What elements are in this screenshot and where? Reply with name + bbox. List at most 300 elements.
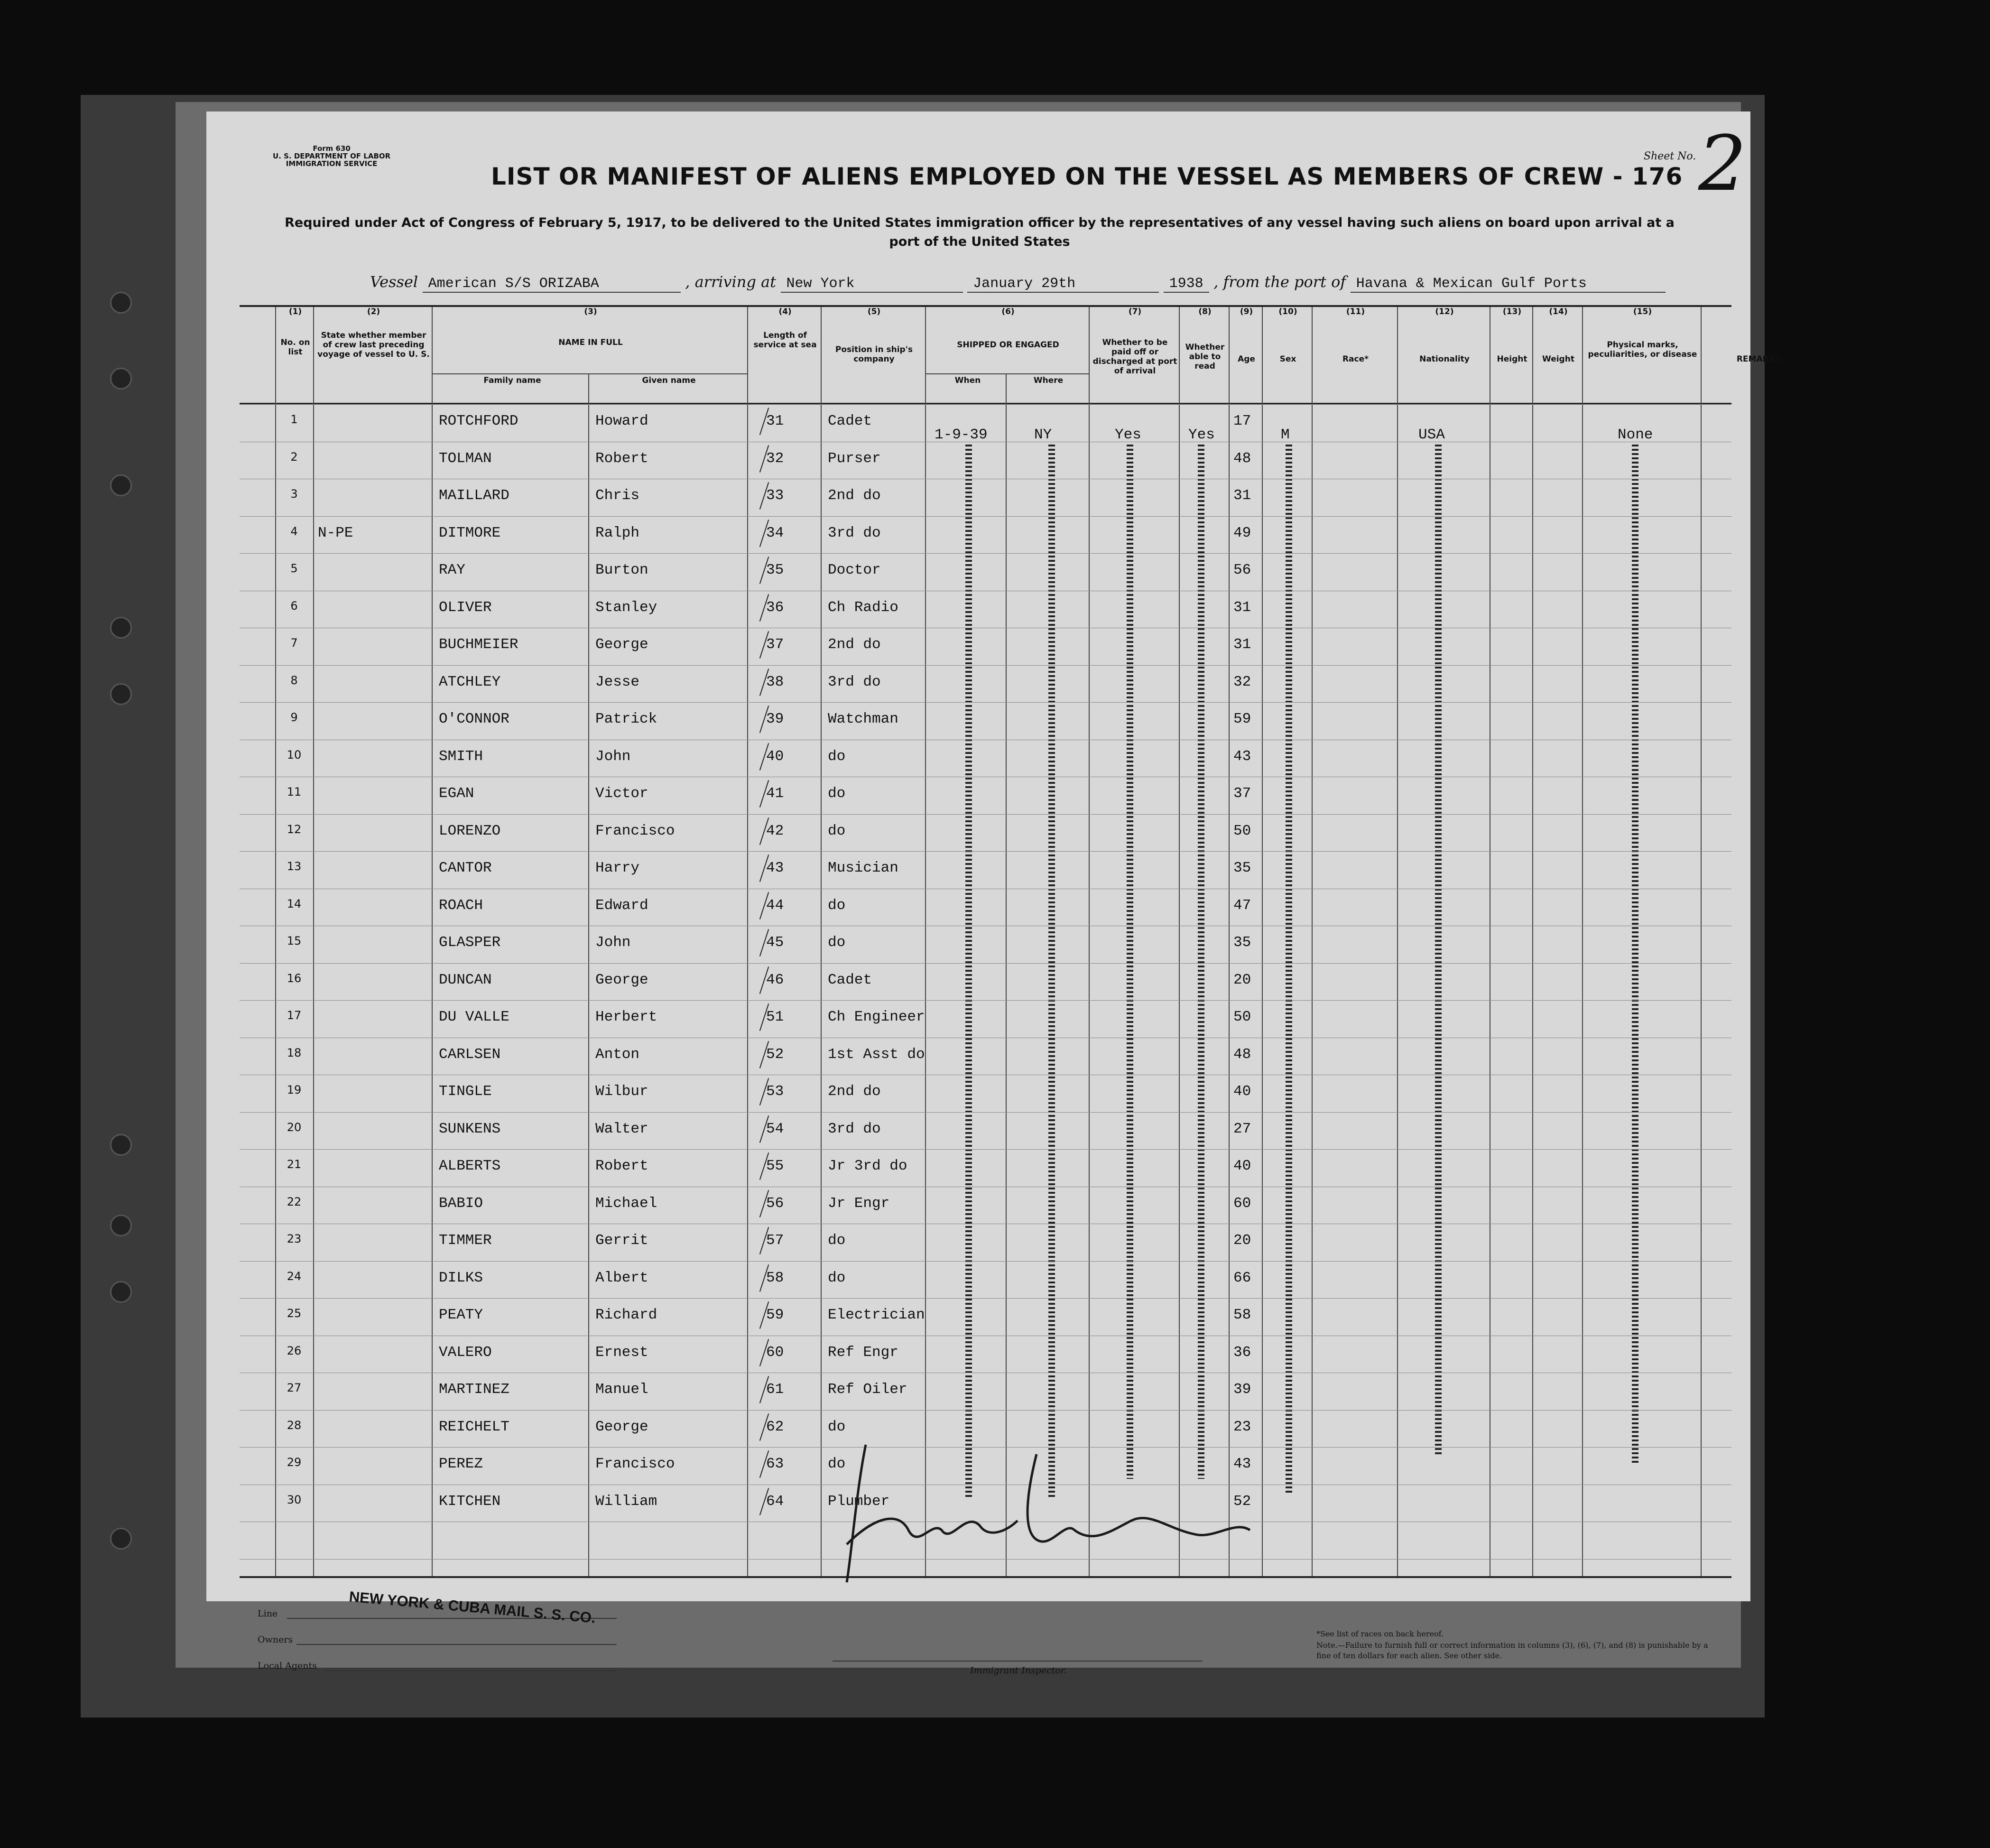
cell-given-name: Patrick (595, 711, 657, 727)
cell-length-service: 33 (766, 487, 784, 504)
cell-position: Ch Radio (828, 599, 898, 616)
row-rule (240, 1410, 1731, 1411)
cell-age: 35 (1233, 934, 1251, 951)
cell-row-number: 25 (287, 1307, 302, 1320)
column-rule (588, 373, 589, 1576)
cell-length-service: 64 (766, 1493, 784, 1510)
cell-length-service: 43 (766, 860, 784, 876)
from-port-label: , from the port of (1213, 273, 1346, 291)
cell-age: 27 (1233, 1120, 1251, 1137)
cell-row-number: 4 (290, 524, 298, 538)
header-weight: Weight (1542, 354, 1574, 364)
col-num-2: (2) (367, 307, 380, 316)
row-rule (240, 1298, 1731, 1299)
col-num-14: (14) (1549, 307, 1568, 316)
inspector-line (833, 1661, 1203, 1662)
form-department: U. S. DEPARTMENT OF LABOR (273, 152, 391, 160)
cell-given-name: George (595, 636, 648, 653)
binder-hole (110, 683, 132, 705)
cell-age: 50 (1233, 1009, 1251, 1025)
col-num-15: (15) (1633, 307, 1652, 316)
ditto-mark (1632, 445, 1638, 1465)
cell-position: do (828, 748, 846, 765)
page-title (491, 163, 1683, 190)
subheader-rule (925, 373, 1089, 374)
agents-label: Local Agents (258, 1661, 317, 1671)
cell-age: 20 (1233, 971, 1251, 988)
cell-age: 48 (1233, 450, 1251, 467)
cell-row-number: 28 (287, 1418, 302, 1432)
cell-family-name: GLASPER (439, 934, 501, 951)
cell-age: 36 (1233, 1344, 1251, 1361)
column-rule (1397, 307, 1398, 1576)
cell-family-name: REICHELT (439, 1418, 509, 1435)
col-num-1: (1) (288, 307, 302, 316)
row-rule (240, 1149, 1731, 1150)
cell-given-name: George (595, 1418, 648, 1435)
cell-position: Jr 3rd do (828, 1158, 907, 1174)
cell-given-name: Francisco (595, 822, 675, 839)
cell-position: Ref Oiler (828, 1381, 907, 1398)
title-number: - 176 (1612, 163, 1683, 190)
subtitle: Required under Act of Congress of February 5, 1917, to be delivered to the United States immigration officer by the representatives of any vessel having such aliens on board upon arrival at a port of the United States (285, 215, 1675, 249)
cell-length-service: 45 (766, 934, 784, 951)
cell-position: do (828, 897, 846, 914)
cell-state: N-PE (318, 524, 353, 541)
cell-given-name: Richard (595, 1307, 657, 1323)
cell-length-service: 37 (766, 636, 784, 653)
cell-age: 56 (1233, 562, 1251, 578)
column-rule (1229, 307, 1230, 1576)
cell-given-name: Anton (595, 1046, 640, 1063)
cell-given-name: Walter (595, 1120, 648, 1137)
cell-given-name: Stanley (595, 599, 657, 616)
header-physical: Physical marks, peculiarities, or disease (1588, 340, 1697, 359)
cell-row-number: 9 (290, 711, 298, 724)
cell-given-name: Francisco (595, 1456, 675, 1472)
col-num-5: (5) (867, 307, 881, 316)
cell-given-name: Howard (595, 413, 648, 429)
column-rule (313, 307, 314, 1576)
cell-family-name: CANTOR (439, 860, 492, 876)
cell-age: 35 (1233, 860, 1251, 876)
cell-length-service: 44 (766, 897, 784, 914)
cell-row-number: 21 (287, 1158, 302, 1171)
company-stamp: NEW YORK & CUBA MAIL S. S. CO. (348, 1588, 596, 1626)
col-num-12: (12) (1435, 307, 1454, 316)
column-rule (1312, 307, 1313, 1576)
cell-given-name: William (595, 1493, 657, 1510)
cell-given-name: Herbert (595, 1009, 657, 1025)
cell-position: 2nd do (828, 1083, 881, 1100)
cell-family-name: VALERO (439, 1344, 492, 1361)
cell-given-name: Michael (595, 1195, 657, 1212)
cell-age: 60 (1233, 1195, 1251, 1212)
ditto-mark (1048, 445, 1055, 1498)
cell-length-service: 54 (766, 1120, 784, 1137)
cell-given-name: John (595, 748, 631, 765)
col-num-8: (8) (1198, 307, 1212, 316)
sheet-number: 2 (1698, 119, 1747, 208)
cell-able-read: Yes (1188, 427, 1215, 443)
agents-field (325, 1670, 617, 1671)
binder-hole (110, 1215, 132, 1236)
year-value: 1938 (1164, 276, 1209, 293)
cell-position: do (828, 822, 846, 839)
header-nationality: Nationality (1419, 354, 1470, 364)
header-name-in-full: NAME IN FULL (558, 338, 623, 347)
cell-family-name: TOLMAN (439, 450, 492, 467)
cell-family-name: SMITH (439, 748, 483, 765)
cell-family-name: ROACH (439, 897, 483, 914)
row-rule (240, 1112, 1731, 1113)
cell-position: Jr Engr (828, 1195, 890, 1212)
cell-age: 37 (1233, 785, 1251, 802)
cell-family-name: PEATY (439, 1307, 483, 1323)
cell-row-number: 30 (287, 1493, 302, 1506)
ditto-mark (1127, 445, 1133, 1479)
row-rule (240, 1000, 1731, 1001)
cell-position: do (828, 1418, 846, 1435)
header-remarks: REMARKS (1736, 354, 1781, 364)
cell-given-name: George (595, 971, 648, 988)
column-rule (925, 307, 926, 1576)
cell-position: do (828, 1232, 846, 1249)
cell-family-name: MAILLARD (439, 487, 509, 504)
inspector-signature (837, 1435, 1264, 1592)
cell-length-service: 41 (766, 785, 784, 802)
from-port-value: Havana & Mexican Gulf Ports (1351, 276, 1666, 293)
cell-age: 40 (1233, 1083, 1251, 1100)
form-identifier (273, 145, 390, 167)
row-rule (240, 963, 1731, 964)
header-where: Where (1033, 376, 1064, 385)
cell-position: Watchman (828, 711, 898, 727)
column-rule (1701, 307, 1702, 1576)
cell-age: 66 (1233, 1269, 1251, 1286)
cell-family-name: DITMORE (439, 524, 501, 541)
row-rule (240, 553, 1731, 554)
cell-row-number: 19 (287, 1083, 302, 1096)
cell-row-number: 11 (287, 785, 302, 799)
cell-family-name: OLIVER (439, 599, 492, 616)
cell-given-name: Burton (595, 562, 648, 578)
cell-position: 3rd do (828, 1120, 881, 1137)
cell-position: Cadet (828, 971, 872, 988)
cell-age: 31 (1233, 599, 1251, 616)
cell-family-name: KITCHEN (439, 1493, 501, 1510)
cell-position: 3rd do (828, 673, 881, 690)
form-service: IMMIGRATION SERVICE (286, 159, 378, 168)
cell-length-service: 63 (766, 1456, 784, 1472)
cell-position: do (828, 1456, 846, 1472)
cell-position: Purser (828, 450, 881, 467)
col-num-10: (10) (1278, 307, 1297, 316)
binder-hole (110, 1134, 132, 1156)
cell-age: 49 (1233, 524, 1251, 541)
arriving-value: New York (781, 276, 963, 293)
cell-age: 50 (1233, 822, 1251, 839)
header-age: Age (1238, 354, 1255, 364)
cell-age: 48 (1233, 1046, 1251, 1063)
cell-family-name: DILKS (439, 1269, 483, 1286)
cell-family-name: CARLSEN (439, 1046, 501, 1063)
cell-age: 32 (1233, 673, 1251, 690)
manifest-sheet (206, 111, 1781, 1676)
cell-length-service: 52 (766, 1046, 784, 1063)
ditto-mark (1198, 445, 1204, 1479)
cell-given-name: Victor (595, 785, 648, 802)
cell-position: do (828, 934, 846, 951)
cell-length-service: 34 (766, 524, 784, 541)
cell-physical: None (1618, 427, 1653, 443)
column-rule (1262, 307, 1263, 1576)
cell-row-number: 27 (287, 1381, 302, 1394)
ditto-mark (965, 445, 972, 1498)
header-race: Race* (1342, 354, 1369, 364)
cell-family-name: EGAN (439, 785, 474, 802)
form-number: Form 630 (313, 144, 351, 153)
cell-position: do (828, 785, 846, 802)
header-height: Height (1497, 354, 1527, 364)
cell-family-name: BABIO (439, 1195, 483, 1212)
cell-row-number: 13 (287, 860, 302, 873)
binder-hole (110, 1528, 132, 1550)
ditto-mark (1435, 445, 1442, 1455)
binder-hole (110, 292, 132, 314)
column-rule (1532, 307, 1533, 1576)
cell-length-service: 40 (766, 748, 784, 765)
row-rule (240, 404, 1731, 405)
crew-table (240, 305, 1781, 1578)
header-when: When (954, 376, 981, 385)
cell-length-service: 39 (766, 711, 784, 727)
row-rule (240, 516, 1731, 517)
cell-length-service: 60 (766, 1344, 784, 1361)
header-position: Position in ship's company (835, 345, 913, 364)
cell-age: 58 (1233, 1307, 1251, 1323)
col-num-7: (7) (1128, 307, 1142, 316)
header-length: Length of service at sea (753, 331, 817, 350)
cell-position: 2nd do (828, 636, 881, 653)
cell-length-service: 31 (766, 413, 784, 429)
cell-family-name: LORENZO (439, 822, 501, 839)
line-label: Line (258, 1608, 278, 1619)
owners-field (296, 1644, 617, 1645)
cell-given-name: Gerrit (595, 1232, 648, 1249)
cell-length-service: 36 (766, 599, 784, 616)
cell-row-number: 23 (287, 1232, 302, 1245)
cell-position: Musician (828, 860, 898, 876)
cell-given-name: Robert (595, 1158, 648, 1174)
cell-row-number: 3 (290, 487, 298, 501)
cell-length-service: 56 (766, 1195, 784, 1212)
cell-position: Electrician (828, 1307, 925, 1323)
cell-age: 59 (1233, 711, 1251, 727)
header-state: State whether member of crew last preceding voyage of vessel to U. S. (317, 331, 430, 359)
cell-given-name: Robert (595, 450, 648, 467)
row-rule (240, 702, 1731, 703)
cell-row-number: 22 (287, 1195, 302, 1208)
binder-hole (110, 368, 132, 390)
cell-age: 40 (1233, 1158, 1251, 1174)
column-rule (1089, 307, 1090, 1576)
header-shipped: SHIPPED OR ENGAGED (957, 340, 1059, 350)
binder-hole (110, 474, 132, 496)
column-rule (747, 307, 748, 1576)
vessel-line (370, 273, 1666, 293)
header-paid-off: Whether to be paid off or discharged at port of arrival (1092, 338, 1177, 376)
cell-row-number: 6 (290, 599, 298, 613)
cell-row-number: 7 (290, 636, 298, 650)
date-value: January 29th (967, 276, 1159, 293)
cell-row-number: 15 (287, 934, 302, 947)
cell-family-name: DU VALLE (439, 1009, 509, 1025)
row-rule (240, 851, 1731, 852)
cell-length-service: 46 (766, 971, 784, 988)
cell-age: 23 (1233, 1418, 1251, 1435)
cell-family-name: RAY (439, 562, 465, 578)
column-rule (1582, 307, 1583, 1576)
header-sex: Sex (1279, 354, 1296, 364)
vessel-value: American S/S ORIZABA (423, 276, 681, 293)
cell-age: 47 (1233, 897, 1251, 914)
cell-length-service: 58 (766, 1269, 784, 1286)
header-given-name: Given name (642, 376, 696, 385)
cell-family-name: TIMMER (439, 1232, 492, 1249)
cell-shipped-when: 1-9-39 (935, 427, 988, 443)
column-rule (1006, 373, 1007, 1576)
owners-label: Owners (258, 1634, 293, 1645)
column-rule (432, 307, 433, 1576)
cell-given-name: Jesse (595, 673, 640, 690)
cell-row-number: 18 (287, 1046, 302, 1059)
cell-sex: M (1281, 427, 1290, 443)
cell-length-service: 32 (766, 450, 784, 467)
cell-given-name: Ernest (595, 1344, 648, 1361)
col-num-4: (4) (778, 307, 792, 316)
cell-shipped-where: NY (1034, 427, 1052, 443)
cell-row-number: 10 (287, 748, 302, 761)
title-text: LIST OR MANIFEST OF ALIENS EMPLOYED ON THE VESSEL AS MEMBERS OF CREW (491, 163, 1604, 190)
cell-length-service: 55 (766, 1158, 784, 1174)
cell-position: 1st Asst do (828, 1046, 925, 1063)
cell-family-name: ATCHLEY (439, 673, 501, 690)
ditto-mark (1286, 445, 1292, 1493)
cell-age: 43 (1233, 748, 1251, 765)
cell-row-number: 24 (287, 1269, 302, 1283)
cell-row-number: 16 (287, 971, 302, 985)
cell-row-number: 2 (290, 450, 298, 464)
cell-family-name: O'CONNOR (439, 711, 509, 727)
vessel-label: Vessel (370, 273, 418, 291)
cell-family-name: TINGLE (439, 1083, 492, 1100)
binder-hole (110, 1281, 132, 1303)
cell-row-number: 29 (287, 1456, 302, 1469)
cell-length-service: 57 (766, 1232, 784, 1249)
col-num-6: (6) (1001, 307, 1015, 316)
cell-family-name: DUNCAN (439, 971, 492, 988)
cell-position: Ref Engr (828, 1344, 898, 1361)
col-num-3: (3) (584, 307, 597, 316)
row-rule (240, 814, 1731, 815)
cell-family-name: PEREZ (439, 1456, 483, 1472)
inspector-label: Immigrant Inspector. (970, 1665, 1067, 1676)
cell-position: 3rd do (828, 524, 881, 541)
cell-age: 17 (1233, 413, 1251, 429)
row-rule (240, 1261, 1731, 1262)
cell-family-name: BUCHMEIER (439, 636, 518, 653)
cell-position: Plumber (828, 1493, 890, 1510)
cell-given-name: Albert (595, 1269, 648, 1286)
cell-family-name: MARTINEZ (439, 1381, 509, 1398)
cell-position: Doctor (828, 562, 881, 578)
cell-family-name: ALBERTS (439, 1158, 501, 1174)
binder-hole (110, 617, 132, 639)
row-rule (240, 665, 1731, 666)
header-no: No. on list (280, 338, 310, 357)
cell-row-number: 5 (290, 562, 298, 575)
sheet-number-label: Sheet No. (1644, 150, 1696, 162)
cell-family-name: SUNKENS (439, 1120, 501, 1137)
penalty-note: Note.—Failure to furnish full or correct information in columns (3), (6), (7), and (8) is punishable by a fine of ten dollars for each alien. See other side. (1316, 1641, 1708, 1660)
cell-row-number: 1 (290, 413, 298, 426)
cell-nationality: USA (1418, 427, 1445, 443)
cell-row-number: 20 (287, 1120, 302, 1134)
cell-position: 2nd do (828, 487, 881, 504)
cell-given-name: John (595, 934, 631, 951)
cell-age: 39 (1233, 1381, 1251, 1398)
subheader-rule (432, 373, 747, 374)
cell-age: 52 (1233, 1493, 1251, 1510)
cell-position: do (828, 1269, 846, 1286)
col-num-11: (11) (1346, 307, 1365, 316)
cell-age: 20 (1233, 1232, 1251, 1249)
cell-given-name: Manuel (595, 1381, 648, 1398)
cell-given-name: Wilbur (595, 1083, 648, 1100)
cell-row-number: 17 (287, 1009, 302, 1022)
cell-given-name: Edward (595, 897, 648, 914)
column-rule (1179, 307, 1180, 1576)
cell-given-name: Harry (595, 860, 640, 876)
cell-given-name: Chris (595, 487, 640, 504)
cell-age: 43 (1233, 1456, 1251, 1472)
cell-row-number: 12 (287, 822, 302, 836)
cell-position: Cadet (828, 413, 872, 429)
column-rule (821, 307, 822, 1576)
cell-row-number: 14 (287, 897, 302, 910)
header-family-name: Family name (483, 376, 541, 385)
cell-row-number: 26 (287, 1344, 302, 1357)
cell-length-service: 35 (766, 562, 784, 578)
cell-row-number: 8 (290, 673, 298, 687)
cell-age: 31 (1233, 636, 1251, 653)
cell-length-service: 62 (766, 1418, 784, 1435)
header-able-read: Whether able to read (1185, 343, 1225, 371)
col-num-9: (9) (1240, 307, 1253, 316)
cell-given-name: Ralph (595, 524, 640, 541)
cell-length-service: 53 (766, 1083, 784, 1100)
cell-length-service: 61 (766, 1381, 784, 1398)
race-note: *See list of races on back hereof. (1316, 1629, 1444, 1638)
cell-position: Ch Engineer (828, 1009, 925, 1025)
arriving-label: , arriving at (685, 273, 776, 291)
col-num-13: (13) (1502, 307, 1522, 316)
cell-length-service: 42 (766, 822, 784, 839)
cell-family-name: ROTCHFORD (439, 413, 518, 429)
cell-length-service: 38 (766, 673, 784, 690)
cell-length-service: 59 (766, 1307, 784, 1323)
